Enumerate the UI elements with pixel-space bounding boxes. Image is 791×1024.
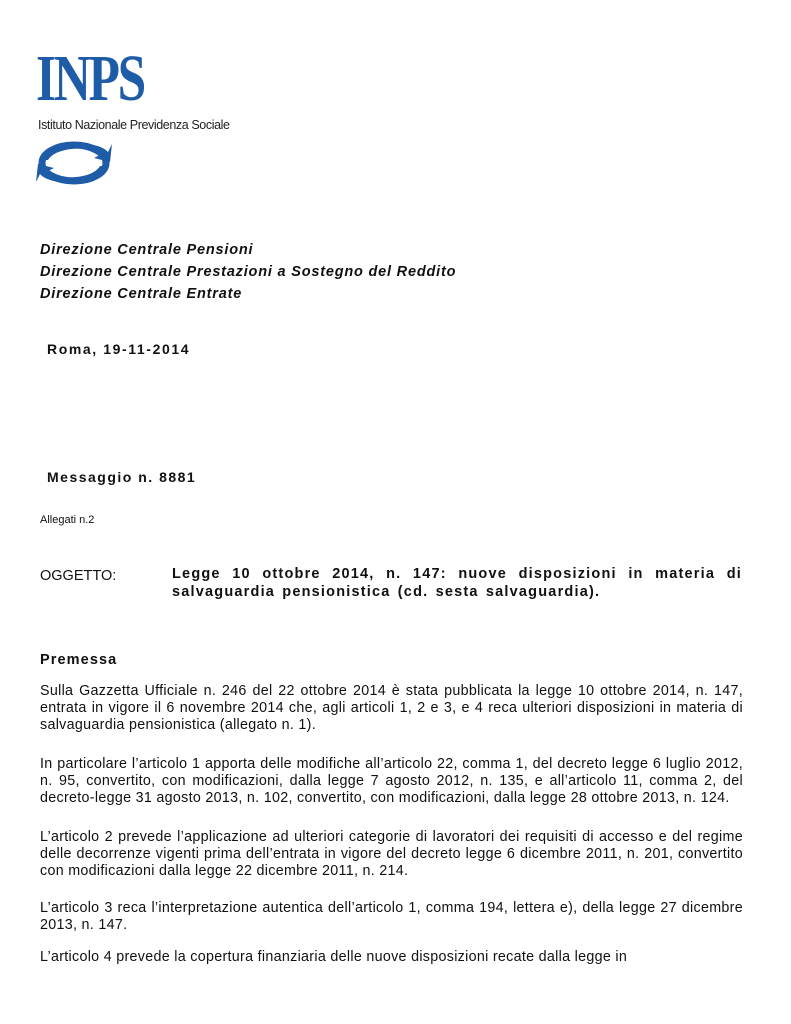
circular-arrows-icon: [36, 138, 114, 188]
body-paragraph: L’articolo 2 prevede l’applicazione ad ulteriori categorie di lavoratori dei requisiti di accesso e del regime delle decorrenze vigenti prima dell’entrata in vigore del decreto legge 6 dicembre 2011, n. 201, convertito con modificazioni dalla legge 22 dicembre 2011, n. 214.: [40, 829, 743, 879]
body-paragraph: L’articolo 3 reca l’interpretazione autentica dell’articolo 1, comma 194, lettera e), della legge 27 dicembre 2013, n. 147.: [40, 900, 743, 933]
subject-label: OGGETTO:: [40, 568, 117, 584]
logo-subtitle: Istituto Nazionale Previdenza Sociale: [38, 118, 230, 132]
inps-logo: [36, 42, 256, 191]
body-paragraph: L’articolo 4 prevede la copertura finanziaria delle nuove disposizioni recate dalla legge in: [40, 949, 628, 965]
directorates-block: [40, 239, 456, 305]
directorate-line: Direzione Centrale Pensioni: [40, 242, 254, 258]
directorate-line: Direzione Centrale Prestazioni a Sostegno del Reddito: [40, 264, 457, 280]
body-paragraph: Sulla Gazzetta Ufficiale n. 246 del 22 ottobre 2014 è stata pubblicata la legge 10 ottobre 2014, n. 147, entrata in vigore il 6 novembre 2014 che, agli articoli 1, 2 e 3, e 4 reca ulteriori disposizioni in materia di salvaguardia pensionistica (allegato n. 1).: [40, 683, 743, 733]
place-date: Roma, 19-11-2014: [47, 341, 191, 357]
message-number: Messaggio n. 8881: [47, 469, 197, 485]
attachments-count: Allegati n.2: [40, 514, 95, 526]
directorate-line: Direzione Centrale Entrate: [40, 286, 243, 302]
subject-text: Legge 10 ottobre 2014, n. 147: nuove disposizioni in materia di salvaguardia pensionistica (cd. sesta salvaguardia).: [172, 566, 742, 600]
section-title: Premessa: [40, 652, 118, 668]
logo-wordmark: INPS: [36, 42, 144, 115]
body-paragraph: In particolare l’articolo 1 apporta delle modifiche all’articolo 22, comma 1, del decreto legge 6 luglio 2012, n. 95, convertito, con modificazioni, dalla legge 7 agosto 2012, n. 135, e all’articolo 11, comma 2, del decreto-legge 31 agosto 2013, n. 102, convertito, con modificazioni, dalla legge 28 ottobre 2013, n. 124.: [40, 756, 743, 806]
